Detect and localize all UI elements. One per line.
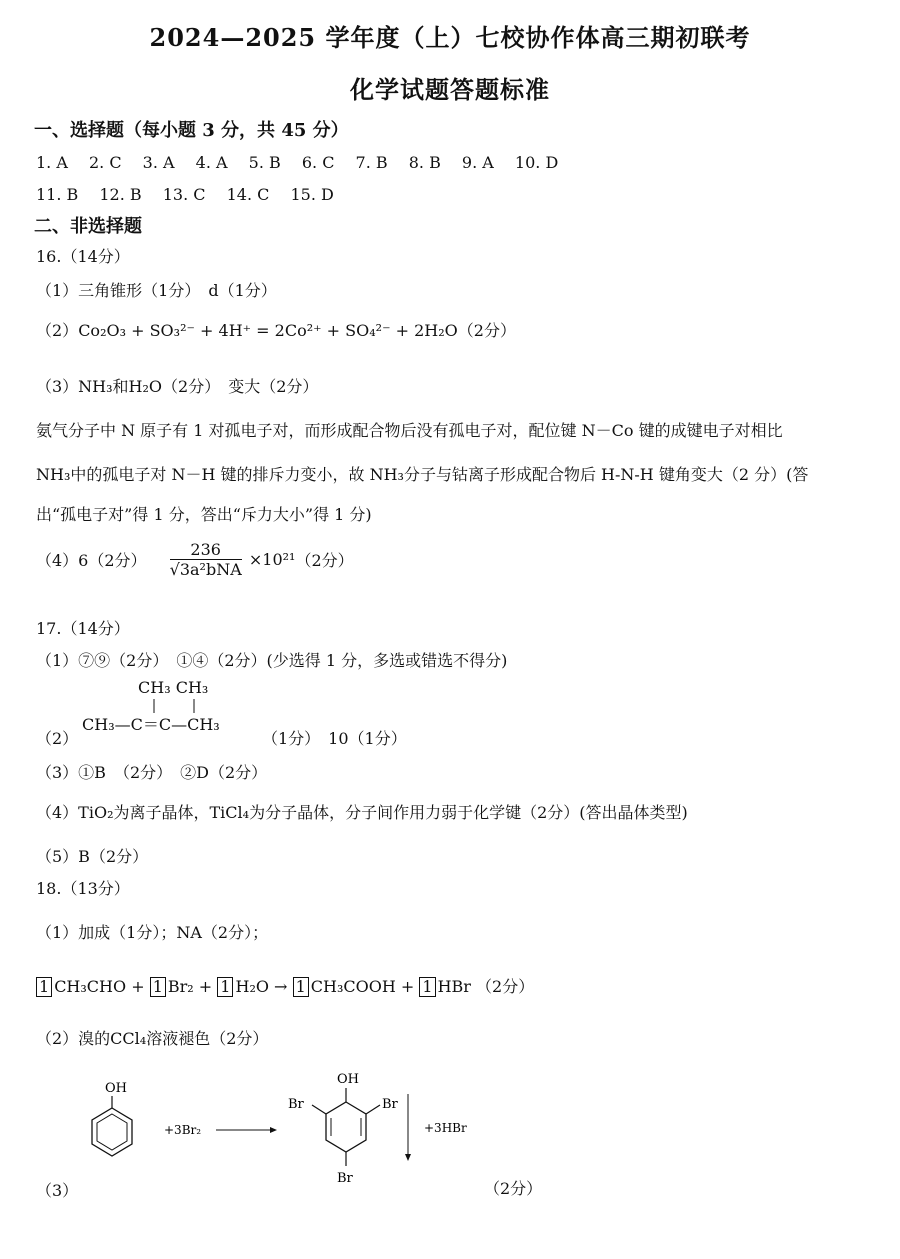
q16-explanation-1: 氨气分子中 N 原子有 1 对孤电子对，而形成配合物后没有孤电子对，配位键 N－Co 键的成键电子对相比 — [36, 421, 783, 440]
section2-heading: 二、非选择题 — [34, 216, 142, 237]
br-bottom-label: Br — [337, 1171, 353, 1186]
phenol-structure — [92, 1081, 132, 1156]
equation-score: （2分） — [476, 977, 535, 996]
q17-part2-score: （1分） 10（1分） — [262, 729, 407, 748]
q17-part1: （1）⑦⑨（2分） ①④（2分）(少选得 1 分，多选或错选不得分) — [36, 651, 508, 670]
q17-part2-prefix: （2） — [36, 729, 79, 748]
q18-balanced-equation — [36, 974, 534, 997]
product-oh-label: OH — [337, 1072, 359, 1087]
q17-struct-methyls: CH₃ CH₃ — [138, 678, 209, 697]
q16-part1: （1）三角锥形（1分） d（1分） — [36, 281, 277, 300]
q16-part4-prefix: （4）6（2分） — [36, 551, 147, 570]
fraction-numerator: 236 — [170, 540, 242, 560]
q16-part2-prefix: （2） — [36, 321, 79, 340]
reaction-arrow — [216, 1127, 277, 1133]
coefficient-box: 1 — [419, 977, 435, 997]
q18-part3-label: （3） — [36, 1181, 79, 1200]
q16-explanation-3: 出“孤电子对”得 1 分，答出“斥力大小”得 1 分) — [36, 505, 372, 524]
coefficient-box: 1 — [150, 977, 166, 997]
fraction-denominator: √3a²bNA — [169, 560, 242, 579]
q17-label: 17.（14分） — [36, 619, 130, 638]
q16-label: 16.（14分） — [36, 247, 130, 266]
q16-part2-score: （2分） — [457, 321, 516, 340]
q18-part2: （2）溴的CCl₄溶液褪色（2分） — [36, 1029, 269, 1048]
br-left-label: Br — [288, 1097, 304, 1112]
byproduct-label: +3HBr — [424, 1121, 467, 1135]
answers-row-2: 11. B 12. B 13. C 14. C 15. D — [36, 185, 334, 204]
coefficient-box: 1 — [36, 977, 52, 997]
q16-equation: Co₂O₃ + SO₃²⁻ + 4H⁺ = 2Co²⁺ + SO₄²⁻ + 2H₂O — [78, 321, 458, 340]
tribromophenol-structure — [288, 1072, 399, 1186]
q17-structure: CH₃—C＝C—CH₃ — [82, 715, 220, 734]
phenol-oh-label: OH — [105, 1081, 127, 1096]
equation-term: CH₃COOH + — [310, 977, 415, 996]
q17-part3: （3）①B （2分） ②D（2分） — [36, 763, 268, 782]
precipitate-arrow — [405, 1094, 411, 1161]
q18-part1: （1）加成（1分）；NA（2分）； — [36, 923, 269, 942]
answers-row-1: 1. A 2. C 3. A 4. A 5. B 6. C 7. B 8. B 9. A 10. D — [36, 153, 559, 172]
q18-part3-score: （2分） — [484, 1179, 543, 1198]
page-title: 2024—2025 学年度（上）七校协作体高三期初联考 — [149, 23, 751, 52]
q16-part3: （3）NH₃和H₂O（2分） 变大（2分） — [36, 377, 319, 396]
coefficient-box: 1 — [217, 977, 233, 997]
q16-explanation-2: NH₃中的孤电子对 N－H 键的排斥力变小，故 NH₃分子与钴离子形成配合物后 H-N-H 键角变大（2 分）(答 — [36, 465, 809, 484]
q17-part4: （4）TiO₂为离子晶体，TiCl₄为分子晶体，分子间作用力弱于化学键（2分）(答出晶体类型) — [36, 803, 688, 822]
q16-part4-multiplier: ×10²¹ — [248, 550, 296, 569]
page-subtitle: 化学试题答题标准 — [350, 75, 550, 104]
equation-term: H₂O → — [235, 977, 288, 996]
q16-part2 — [36, 318, 516, 341]
q17-part5: （5）B（2分） — [36, 847, 149, 866]
equation-term: Br₂ + — [167, 977, 213, 996]
q16-part4 — [36, 540, 354, 579]
br-right-label: Br — [382, 1097, 398, 1112]
density-fraction — [170, 540, 242, 579]
equation-term: CH₃CHO + — [54, 977, 145, 996]
section1-heading: 一、选择题（每小题 3 分，共 45 分） — [34, 120, 349, 141]
reagent-label: +3Br₂ — [164, 1123, 202, 1137]
q16-part4-score: （2分） — [295, 551, 354, 570]
coefficient-box: 1 — [293, 977, 309, 997]
equation-term: HBr — [437, 977, 471, 996]
q18-label: 18.（13分） — [36, 879, 130, 898]
